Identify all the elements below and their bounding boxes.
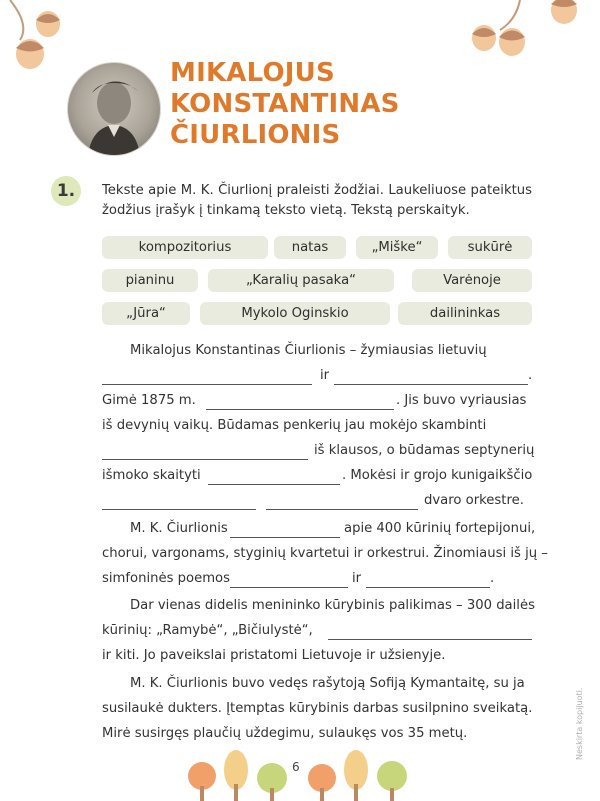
title-line-3: ČIURLIONIS [170, 120, 341, 150]
blank-field[interactable] [230, 537, 340, 538]
text-fragment: . [528, 368, 533, 383]
word-chip[interactable]: Mykolo Oginskio [200, 302, 390, 325]
text-fragment: apie 400 kūrinių fortepijonui, [344, 521, 536, 536]
text-line [102, 648, 532, 673]
text-fragment: . Mokėsi ir grojo kunigaikščio [342, 468, 533, 483]
text-fragment: chorui, vargonams, styginių kvartetui ir orkestrui. Žinomiausi iš jų – [102, 546, 548, 561]
text-fragment: išmoko skaityti [102, 468, 201, 483]
word-chip[interactable]: sukūrė [448, 236, 532, 259]
text-fragment: ir [352, 571, 362, 586]
word-chip[interactable]: Varėnoje [412, 269, 532, 292]
blank-field[interactable] [334, 384, 528, 385]
blank-field[interactable] [366, 587, 490, 588]
text-line [102, 571, 532, 596]
portrait-photo [67, 62, 161, 156]
title-line-1: MIKALOJUS [170, 58, 335, 88]
text-fragment: . [490, 571, 495, 586]
text-fragment: simfoninės poemos [102, 571, 230, 586]
text-line [102, 701, 532, 726]
text-fragment: . Jis buvo vyriausias [396, 393, 527, 408]
acorn-decoration-left [0, 0, 80, 80]
page-number: 6 [292, 760, 300, 774]
text-fragment: M. K. Čiurlionis buvo vedęs rašytoją Sofiją Kymantaitę, su ja [130, 676, 525, 691]
word-chip[interactable]: pianinu [102, 269, 198, 292]
blank-field[interactable] [328, 639, 532, 640]
text-line [102, 368, 532, 393]
text-line [102, 521, 536, 546]
word-chip[interactable]: „Karalių pasaka“ [208, 269, 394, 292]
text-line [102, 598, 535, 623]
text-fragment: Dar vienas didelis menininko kūrybinis palikimas – 300 dailės [130, 598, 535, 613]
text-fragment: ir kiti. Jo paveikslai pristatomi Lietuvoje ir užsienyje. [102, 648, 446, 663]
text-fragment: kūrinių: „Ramybė“, „Bičiulystė“, [102, 623, 313, 638]
blank-field[interactable] [208, 484, 340, 485]
text-fragment: Mikalojus Konstantinas Čiurlionis – žymiausias lietuvių [130, 343, 487, 358]
trees-decoration [180, 748, 420, 801]
word-chip[interactable]: „Miške“ [356, 236, 438, 259]
page-title [170, 58, 400, 151]
word-chip[interactable]: natas [274, 236, 346, 259]
text-line [102, 443, 535, 468]
text-line [102, 546, 548, 571]
text-line [102, 623, 532, 648]
text-line [102, 468, 532, 493]
text-fragment: susilaukė dukters. Įtemptas kūrybinis darbas susilpnino sveikatą. [102, 701, 533, 716]
text-fragment: ir [320, 368, 330, 383]
word-chip[interactable]: kompozitorius [102, 236, 268, 259]
blank-field[interactable] [230, 587, 348, 588]
blank-field[interactable] [206, 409, 394, 410]
text-line [102, 393, 532, 418]
blank-field[interactable] [102, 384, 312, 385]
word-chip[interactable]: „Jūra“ [102, 302, 190, 325]
blank-field[interactable] [102, 509, 256, 510]
blank-field[interactable] [266, 509, 418, 510]
text-line [102, 676, 532, 701]
word-chip[interactable]: dailininkas [398, 302, 532, 325]
copyright-note: Neskirta kopijuoti. [575, 687, 584, 760]
text-line [102, 343, 532, 368]
exercise-number-badge: 1. [51, 176, 81, 206]
text-line [102, 418, 532, 443]
text-fragment: dvaro orkestre. [424, 493, 524, 508]
text-fragment: iš klausos, o būdamas septynerių [314, 443, 535, 458]
text-fragment: iš devynių vaikų. Būdamas penkerių jau mokėjo skambinti [102, 418, 487, 433]
acorn-decoration-right [460, 0, 600, 70]
text-fragment: Mirė susirgęs plaučių uždegimu, sulaukęs vos 35 metų. [102, 726, 468, 741]
text-fragment: M. K. Čiurlionis [130, 521, 228, 536]
exercise-instructions: Tekste apie M. K. Čiurlionį praleisti žodžiai. Laukeliuose pateiktus žodžius įrašyk į tinkamą teksto vietą. Tekstą perskaityk. [102, 183, 532, 218]
text-line [102, 493, 532, 518]
text-fragment: Gimė 1875 m. [102, 393, 196, 408]
title-line-2: KONSTANTINAS [170, 89, 400, 119]
blank-field[interactable] [102, 459, 308, 460]
